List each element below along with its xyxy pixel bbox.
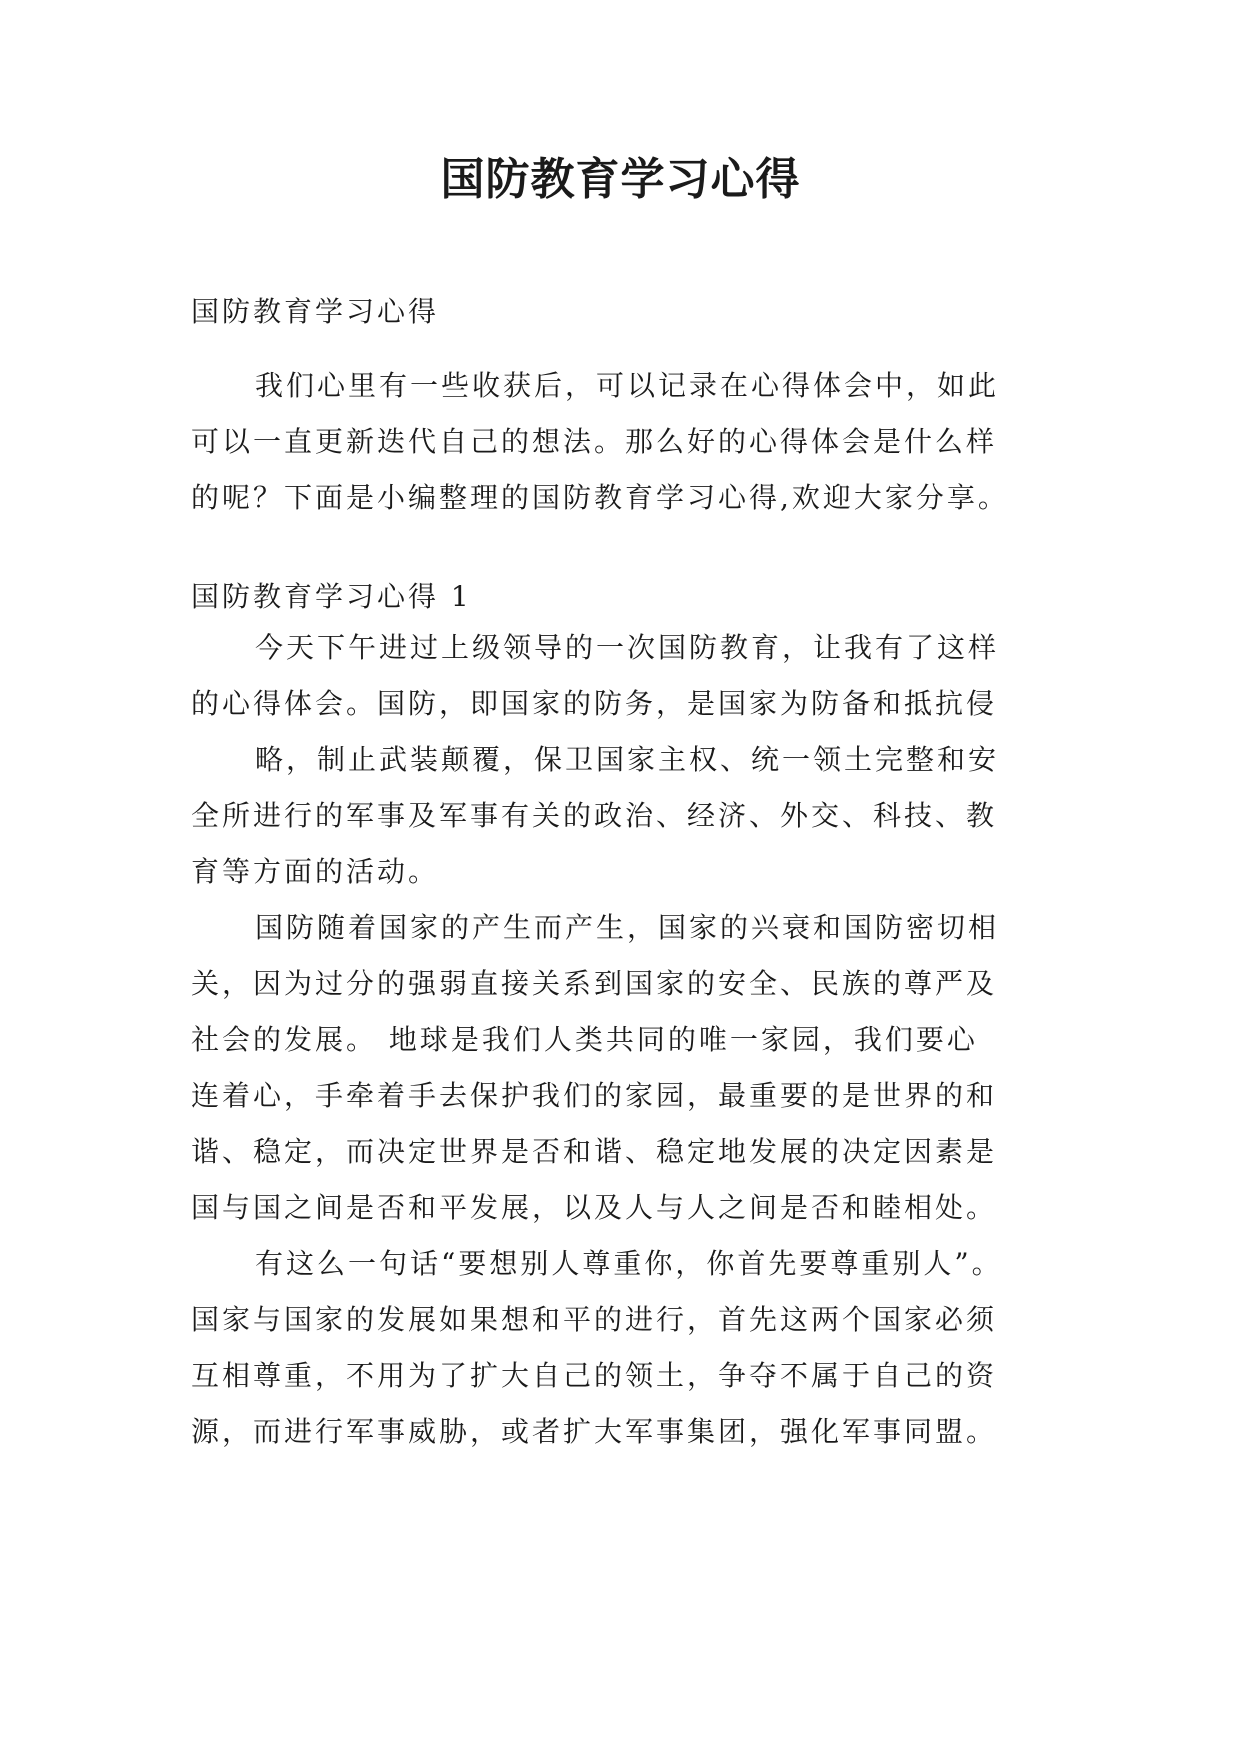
document-title: 国防教育学习心得 <box>440 154 801 205</box>
body-line: 国与国之间是否和平发展，以及人与人之间是否和睦相处。 <box>191 1191 998 1224</box>
body-line: 略，制止武装颠覆，保卫国家主权、统一领土完整和安 <box>255 743 1000 776</box>
document-subtitle: 国防教育学习心得 <box>191 295 440 328</box>
body-line: 国防随着国家的产生而产生，国家的兴衰和国防密切相 <box>255 911 1000 944</box>
body-line: 社会的发展。 地球是我们人类共同的唯一家园，我们要心 <box>191 1023 978 1056</box>
body-line: 今天下午进过上级领导的一次国防教育，让我有了这样 <box>255 631 1000 664</box>
body-line: 源，而进行军事威胁，或者扩大军事集团，强化军事同盟。 <box>191 1415 998 1448</box>
intro-paragraph <box>191 358 1050 526</box>
body-line: 互相尊重，不用为了扩大自己的领土，争夺不属于自己的资 <box>191 1359 998 1392</box>
section-heading: 国防教育学习心得 1 <box>191 580 472 613</box>
body-line: 全所进行的军事及军事有关的政治、经济、外交、科技、教 <box>191 799 998 832</box>
body-line: 育等方面的活动。 <box>191 855 440 888</box>
intro-line: 我们心里有一些收获后，可以记录在心得体会中，如此 <box>255 369 1000 402</box>
body-line: 的心得体会。国防，即国家的防务，是国家为防备和抵抗侵 <box>191 687 998 720</box>
intro-line: 的呢？下面是小编整理的国防教育学习心得,欢迎大家分享。 <box>191 481 1009 514</box>
body-line: 有这么一句话“要想别人尊重你，你首先要尊重别人”。 <box>255 1247 1003 1280</box>
body-line: 连着心，手牵着手去保护我们的家园，最重要的是世界的和 <box>191 1079 998 1112</box>
intro-line: 可以一直更新迭代自己的想法。那么好的心得体会是什么样 <box>191 425 998 458</box>
body-line: 关，因为过分的强弱直接关系到国家的安全、民族的尊严及 <box>191 967 998 1000</box>
body-line: 国家与国家的发展如果想和平的进行，首先这两个国家必须 <box>191 1303 998 1336</box>
body-line: 谐、稳定，而决定世界是否和谐、稳定地发展的决定因素是 <box>191 1135 998 1168</box>
section-body <box>191 620 1050 1460</box>
